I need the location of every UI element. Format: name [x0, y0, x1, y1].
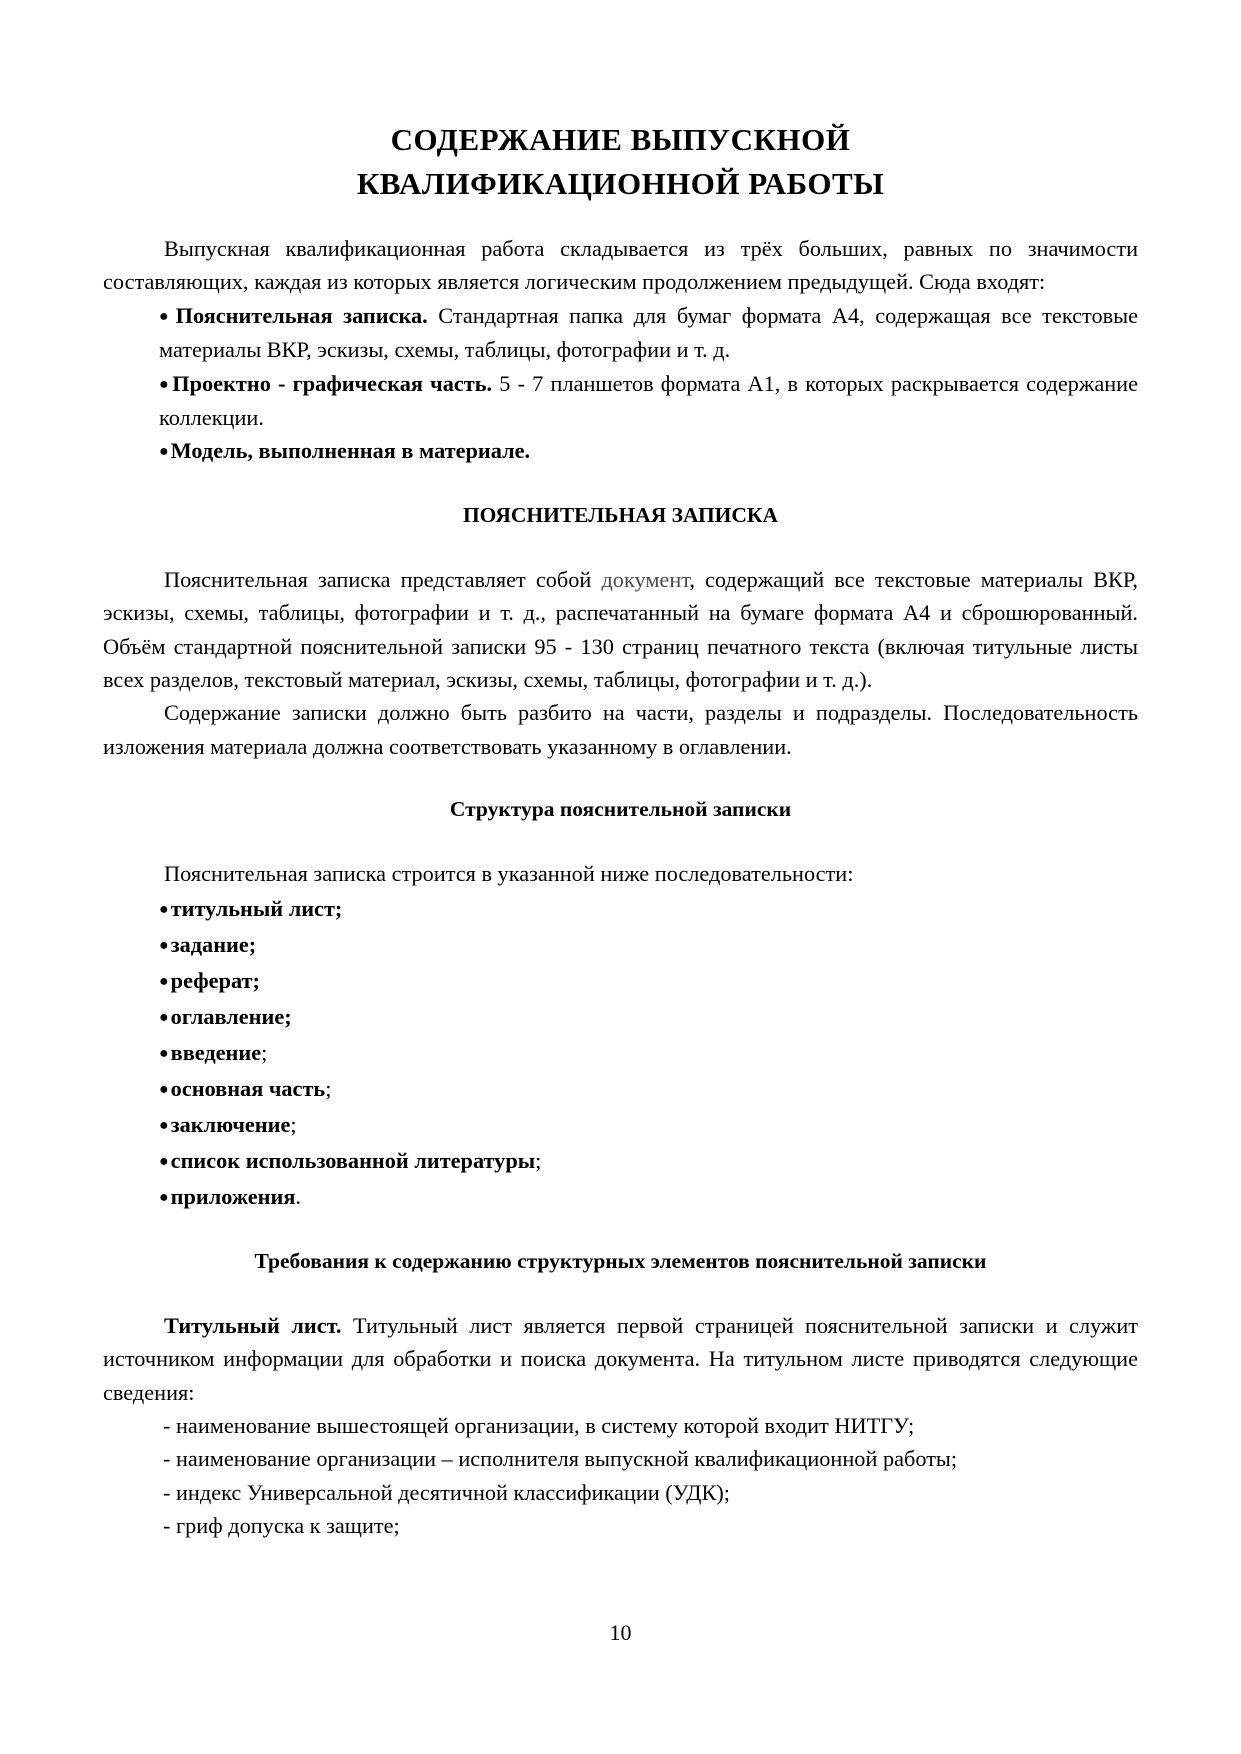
intro-item-text: Стандартная папка для бумаг формата А4, содержащая все текстовые материалы ВКР, эскизы, схемы, таблицы, фотографии и т. д. — [159, 302, 1138, 363]
section-heading-explanatory-note: ПОЯСНИТЕЛЬНАЯ ЗАПИСКА — [462, 502, 779, 527]
list-item-bold: основная часть — [170, 1075, 326, 1101]
title-page-paragraph — [103, 1309, 1138, 1409]
intro-item — [103, 299, 1138, 367]
bullet-icon: ● — [159, 1116, 169, 1134]
paragraph-text: Пояснительная записка представляет собой — [164, 566, 602, 592]
section1-paragraph-2: Содержание записки должно быть разбито на части, разделы и подразделы. Последовательность изложения материала должна соответствовать указанному в оглавлении. — [103, 700, 1138, 759]
list-item — [103, 927, 1138, 963]
list-item-tail: ; — [261, 1039, 268, 1065]
list-item — [103, 963, 1138, 999]
list-item-bold: введение — [170, 1039, 262, 1065]
intro-item — [103, 434, 1138, 468]
paragraph-text: , содержащий все текстовые материалы ВКР, эскизы, схемы, таблицы, фотографии и т. д., распечатанный на бумаге формата А4 и сброшюрованный. Объём стандартной пояснительной записки 95 - 130 страниц печатного текста (включая титульные листы всех разделов, текстовый материал, эскизы, схемы, таблицы, фотографии и т. д.). — [103, 566, 1138, 693]
list-item-tail: ; — [325, 1075, 332, 1101]
dash-item: - гриф допуска к защите; — [163, 1513, 400, 1539]
list-item — [103, 1179, 1138, 1215]
document-body — [103, 232, 1138, 1543]
bullet-icon: ● — [159, 936, 169, 954]
list-item-bold: задание; — [170, 931, 257, 957]
bullet-icon: ● — [159, 443, 169, 461]
bullet-icon: ● — [159, 1188, 169, 1206]
intro-item-text: 5 - 7 планшетов формата А1, в которых раскрывается содержание коллекции. — [159, 370, 1138, 431]
title-line-1: СОДЕРЖАНИЕ ВЫПУСКНОЙ — [390, 122, 851, 157]
structure-list — [103, 891, 1138, 1215]
title-line-2: КВАЛИФИКАЦИОННОЙ РАБОТЫ — [356, 166, 885, 201]
page-title — [103, 118, 1138, 206]
structure-lead: Пояснительная записка строится в указанной ниже последовательности: — [164, 861, 854, 887]
list-item-bold: приложения — [170, 1183, 296, 1209]
bullet-icon: ● — [159, 972, 169, 990]
intro-item-bold: Модель, выполненная в материале. — [170, 438, 531, 464]
dash-item: - индекс Универсальной десятичной классификации (УДК); — [163, 1479, 730, 1505]
intro-paragraph: Выпускная квалификационная работа складывается из трёх больших, равных по значимости составляющих, каждая из которых является логическим продолжением предыдущей. Сюда входят: — [103, 236, 1138, 295]
bullet-icon: ● — [159, 900, 169, 918]
page-number: 10 — [609, 1620, 632, 1645]
list-item — [103, 891, 1138, 927]
section-heading-requirements: Требования к содержанию структурных элементов пояснительной записки — [254, 1248, 987, 1273]
intro-item-bold: Проектно - графическая часть. — [172, 370, 493, 396]
list-item — [103, 1143, 1138, 1179]
list-item — [103, 1107, 1138, 1143]
dash-item: - наименование вышестоящей организации, в систему которой входит НИТГУ; — [163, 1412, 915, 1438]
list-item-tail: . — [295, 1183, 301, 1209]
list-item-bold: список использованной литературы — [170, 1147, 536, 1173]
bullet-icon: ● — [159, 1080, 169, 1098]
list-item-tail: ; — [535, 1147, 542, 1173]
list-item — [103, 999, 1138, 1035]
document-link[interactable]: документ — [601, 566, 690, 592]
section-heading-structure: Структура пояснительной записки — [449, 797, 792, 822]
list-item — [103, 1071, 1138, 1107]
list-item-tail: ; — [290, 1111, 297, 1137]
bullet-icon: ● — [159, 375, 171, 393]
list-item-bold: оглавление; — [170, 1003, 292, 1029]
bullet-icon: ● — [159, 1152, 169, 1170]
section1-paragraph-1 — [103, 563, 1138, 697]
intro-item-bold: Пояснительная записка. — [175, 302, 428, 328]
paragraph-text: Титульный лист является первой страницей пояснительной записки и служит источником информации для обработки и поиска документа. На титульном листе приводятся следующие сведения: — [103, 1312, 1139, 1405]
intro-item — [103, 367, 1138, 435]
list-item-bold: титульный лист; — [170, 895, 343, 921]
bullet-icon: ● — [159, 307, 174, 325]
bullet-icon: ● — [159, 1044, 169, 1062]
document-page — [103, 0, 1138, 1754]
dash-item: - наименование организации – исполнителя выпускной квалификационной работы; — [163, 1446, 958, 1472]
paragraph-bold-lead: Титульный лист. — [164, 1312, 342, 1338]
list-item-bold: заключение — [170, 1111, 291, 1137]
list-item-bold: реферат; — [170, 967, 260, 993]
list-item — [103, 1035, 1138, 1071]
bullet-icon: ● — [159, 1008, 169, 1026]
